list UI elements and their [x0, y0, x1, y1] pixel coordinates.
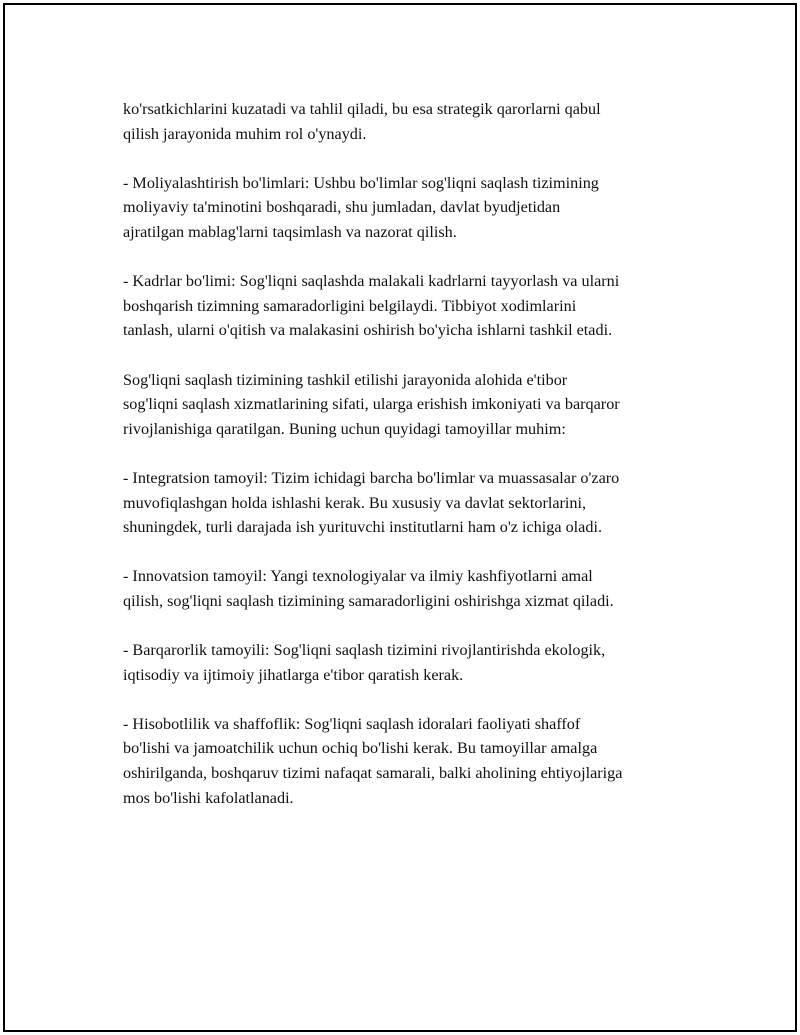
paragraph-sustainability-principle [123, 638, 703, 687]
text-line: muvofiqlashgan holda ishlashi kerak. Bu xususiy va davlat sektorlarini, [123, 493, 587, 512]
text-line: oshirilganda, boshqaruv tizimi nafaqat samarali, balki aholining ehtiyojlariga [123, 764, 623, 783]
text-line: - Integratsion tamoyil: Tizim ichidagi barcha bo'limlar va muassasalar o'zaro [123, 468, 620, 487]
paragraph-principles-intro [123, 368, 703, 442]
text-line: rivojlanishiga qaratilgan. Buning uchun quyidagi tamoyillar muhim: [123, 419, 566, 438]
text-line: moliyaviy ta'minotini boshqaradi, shu jumladan, davlat byudjetidan [123, 198, 561, 217]
text-line: ko'rsatkichlarini kuzatadi va tahlil qiladi, bu esa strategik qarorlarni qabul [123, 100, 601, 118]
paragraph-integration-principle [123, 466, 703, 540]
paragraph-innovation-principle [123, 564, 703, 613]
page-frame [3, 3, 797, 1032]
text-line: iqtisodiy va ijtimoiy jihatlarga e'tibor qaratish kerak. [123, 665, 464, 684]
paragraph-financing-departments [123, 171, 703, 245]
text-line: - Hisobotlilik va shaffoflik: Sog'liqni saqlash idoralari faoliyati shaffof [123, 714, 581, 733]
text-line: Sog'liqni saqlash tizimining tashkil etilishi jarayonida alohida e'tibor [123, 370, 568, 389]
text-line: mos bo'lishi kafolatlanadi. [123, 788, 294, 807]
text-line: qilish jarayonida muhim rol o'ynaydi. [123, 124, 367, 143]
text-line: shuningdek, turli darajada ish yurituvchi institutlarni ham o'z ichiga oladi. [123, 518, 602, 537]
paragraph-accountability-principle [123, 712, 703, 810]
text-line: - Kadrlar bo'limi: Sog'liqni saqlashda malakali kadrlarni tayyorlash va ularni [123, 272, 620, 291]
text-line: qilish, sog'liqni saqlash tizimining samaradorligini oshirishga xizmat qiladi. [123, 591, 614, 610]
text-line: ajratilgan mablag'larni taqsimlash va nazorat qilish. [123, 222, 457, 241]
paragraph-continuation [123, 97, 703, 146]
text-line: - Barqarorlik tamoyili: Sog'liqni saqlash tizimini rivojlantirishda ekologik, [123, 641, 606, 660]
text-line: bo'lishi va jamoatchilik uchun ochiq bo'lishi kerak. Bu tamoyillar amalga [123, 739, 598, 758]
text-line: - Moliyalashtirish bo'limlari: Ushbu bo'limlar sog'liqni saqlash tizimining [123, 173, 599, 192]
text-line: sog'liqni saqlash xizmatlarining sifati, ularga erishish imkoniyati va barqaror [123, 395, 620, 414]
text-line: - Innovatsion tamoyil: Yangi texnologiyalar va ilmiy kashfiyotlarni amal [123, 567, 593, 586]
document-body [123, 97, 703, 835]
text-line: tanlash, ularni o'qitish va malakasini oshirish bo'yicha ishlarni tashkil etadi. [123, 321, 613, 340]
text-line: boshqarish tizimning samaradorligini belgilaydi. Tibbiyot xodimlarini [123, 296, 577, 315]
paragraph-personnel-department [123, 269, 703, 343]
